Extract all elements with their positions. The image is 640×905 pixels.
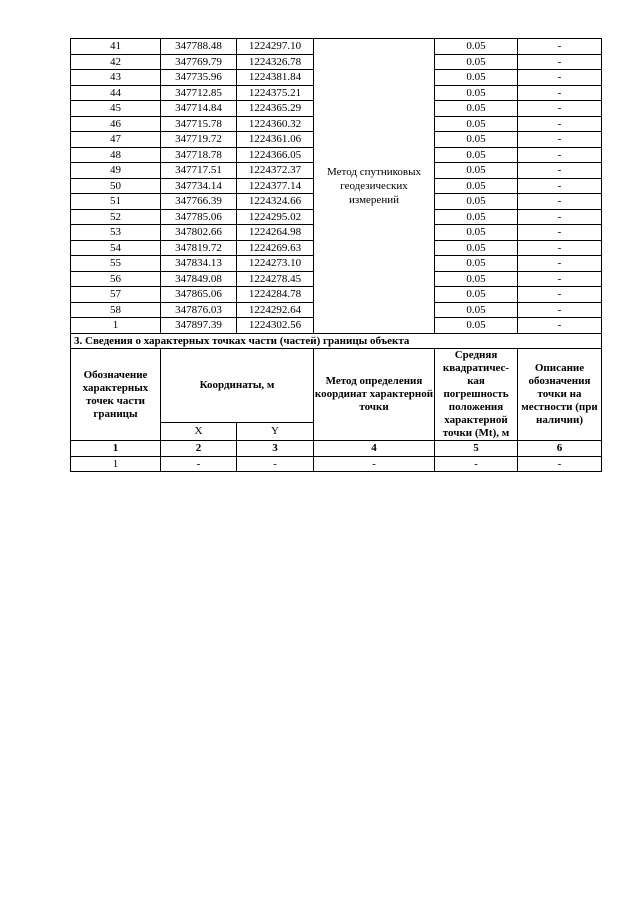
cell-description: - [518, 39, 602, 55]
cell-accuracy: 0.05 [435, 302, 518, 318]
cell-x: - [161, 456, 237, 472]
cell-x: 347718.78 [161, 147, 237, 163]
cell-x: 347834.13 [161, 256, 237, 272]
cell-accuracy: 0.05 [435, 39, 518, 55]
cell-designation: 49 [71, 163, 161, 179]
cell-designation: 51 [71, 194, 161, 210]
cell-y: 1224377.14 [237, 178, 314, 194]
cell-x: 347897.39 [161, 318, 237, 334]
cell-y: 1224381.84 [237, 70, 314, 86]
cell-designation: 1 [71, 318, 161, 334]
cell-y: 1224297.10 [237, 39, 314, 55]
header-method: Метод определения координат характерной точки [314, 349, 435, 441]
cell-description: - [518, 225, 602, 241]
cell-y: 1224361.06 [237, 132, 314, 148]
cell-accuracy: 0.05 [435, 132, 518, 148]
cell-y: 1224375.21 [237, 85, 314, 101]
cell-x: 347849.08 [161, 271, 237, 287]
cell-designation: 47 [71, 132, 161, 148]
cell-y: 1224292.64 [237, 302, 314, 318]
cell-method: - [314, 456, 435, 472]
header-accuracy: Средняя квадратичес-кая погрешность положения характерной точки (Mt), м [435, 349, 518, 441]
cell-x: 347766.39 [161, 194, 237, 210]
cell-description: - [518, 256, 602, 272]
cell-description: - [518, 240, 602, 256]
cell-x: 347717.51 [161, 163, 237, 179]
section-3-title: 3. Сведения о характерных точках части (частей) границы объекта [71, 333, 602, 349]
cell-designation: 52 [71, 209, 161, 225]
column-number: 4 [314, 441, 435, 457]
cell-x: 347734.14 [161, 178, 237, 194]
cell-designation: 58 [71, 302, 161, 318]
cell-designation: 55 [71, 256, 161, 272]
cell-x: 347714.84 [161, 101, 237, 117]
cell-designation: 42 [71, 54, 161, 70]
cell-description: - [518, 209, 602, 225]
cell-description: - [518, 70, 602, 86]
header-designation: Обозначение характерных точек части границы [71, 349, 161, 441]
column-number: 1 [71, 441, 161, 457]
cell-designation: 43 [71, 70, 161, 86]
cell-accuracy: 0.05 [435, 54, 518, 70]
cell-description: - [518, 132, 602, 148]
cell-y: 1224324.66 [237, 194, 314, 210]
cell-y: 1224284.78 [237, 287, 314, 303]
cell-description: - [518, 101, 602, 117]
cell-description: - [518, 318, 602, 334]
cell-y: 1224365.29 [237, 101, 314, 117]
cell-description: - [518, 287, 602, 303]
column-number: 6 [518, 441, 602, 457]
cell-designation: 56 [71, 271, 161, 287]
points-body [71, 39, 602, 334]
cell-description: - [518, 163, 602, 179]
cell-description: - [518, 178, 602, 194]
cell-x: 347865.06 [161, 287, 237, 303]
cell-accuracy: 0.05 [435, 209, 518, 225]
cell-y: 1224302.56 [237, 318, 314, 334]
cell-y: 1224366.05 [237, 147, 314, 163]
cell-description: - [518, 194, 602, 210]
cell-description: - [518, 147, 602, 163]
cell-accuracy: 0.05 [435, 240, 518, 256]
cell-description: - [518, 85, 602, 101]
cell-accuracy: - [435, 456, 518, 472]
cell-y: 1224295.02 [237, 209, 314, 225]
cell-designation: 48 [71, 147, 161, 163]
column-number: 3 [237, 441, 314, 457]
cell-accuracy: 0.05 [435, 178, 518, 194]
cell-x: 347788.48 [161, 39, 237, 55]
boundary-points-table [70, 38, 602, 472]
cell-x: 347719.72 [161, 132, 237, 148]
cell-description: - [518, 271, 602, 287]
cell-accuracy: 0.05 [435, 101, 518, 117]
cell-x: 347802.66 [161, 225, 237, 241]
cell-designation: 50 [71, 178, 161, 194]
header-coordinates: Координаты, м [161, 349, 314, 423]
cell-y: 1224269.63 [237, 240, 314, 256]
table-row [71, 39, 602, 55]
cell-x: 347785.06 [161, 209, 237, 225]
header-x: X [161, 423, 237, 441]
cell-accuracy: 0.05 [435, 147, 518, 163]
cell-x: 347712.85 [161, 85, 237, 101]
cell-y: 1224278.45 [237, 271, 314, 287]
cell-designation: 45 [71, 101, 161, 117]
cell-x: 347715.78 [161, 116, 237, 132]
cell-designation: 46 [71, 116, 161, 132]
cell-description: - [518, 54, 602, 70]
cell-x: 347876.03 [161, 302, 237, 318]
cell-accuracy: 0.05 [435, 116, 518, 132]
column-numbers-row [71, 441, 602, 457]
cell-designation: 44 [71, 85, 161, 101]
cell-y: 1224326.78 [237, 54, 314, 70]
cell-accuracy: 0.05 [435, 318, 518, 334]
header-y: Y [237, 423, 314, 441]
cell-designation: 53 [71, 225, 161, 241]
cell-designation: 41 [71, 39, 161, 55]
cell-accuracy: 0.05 [435, 225, 518, 241]
cell-x: 347819.72 [161, 240, 237, 256]
column-number: 5 [435, 441, 518, 457]
section-3 [71, 333, 602, 472]
cell-accuracy: 0.05 [435, 70, 518, 86]
column-number: 2 [161, 441, 237, 457]
cell-description: - [518, 116, 602, 132]
cell-designation: 1 [71, 456, 161, 472]
cell-y: 1224264.98 [237, 225, 314, 241]
cell-accuracy: 0.05 [435, 287, 518, 303]
cell-method: Метод спутниковых геодезических измерений [314, 39, 435, 334]
cell-description: - [518, 302, 602, 318]
table-row [71, 456, 602, 472]
cell-x: 347735.96 [161, 70, 237, 86]
cell-designation: 57 [71, 287, 161, 303]
cell-y: - [237, 456, 314, 472]
cell-y: 1224273.10 [237, 256, 314, 272]
cell-accuracy: 0.05 [435, 256, 518, 272]
cell-y: 1224360.32 [237, 116, 314, 132]
cell-y: 1224372.37 [237, 163, 314, 179]
cell-accuracy: 0.05 [435, 163, 518, 179]
cell-accuracy: 0.05 [435, 194, 518, 210]
header-description: Описание обозначения точки на местности (при наличии) [518, 349, 602, 441]
cell-designation: 54 [71, 240, 161, 256]
cell-x: 347769.79 [161, 54, 237, 70]
cell-accuracy: 0.05 [435, 271, 518, 287]
cell-description: - [518, 456, 602, 472]
cell-accuracy: 0.05 [435, 85, 518, 101]
